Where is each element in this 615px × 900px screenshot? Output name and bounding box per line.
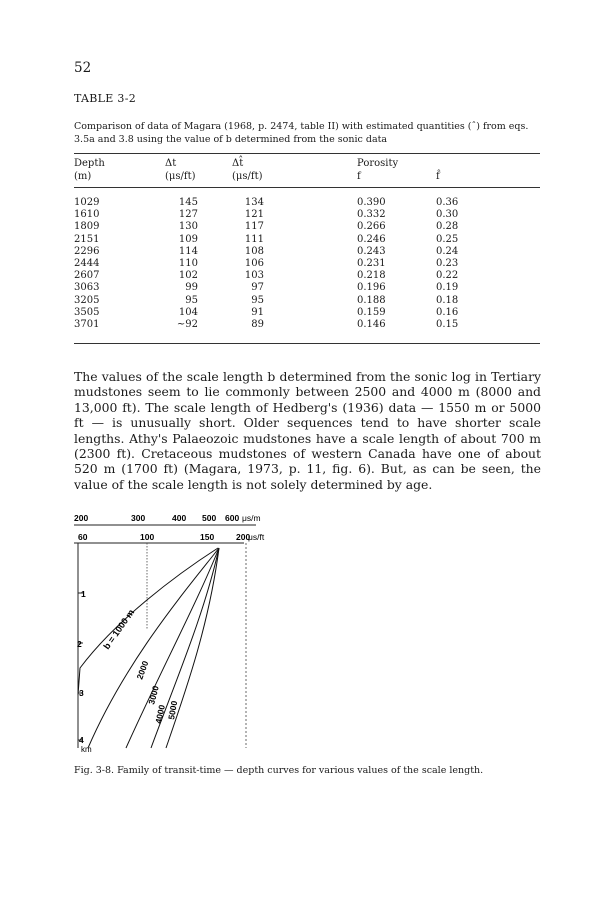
depth-unit: km bbox=[81, 745, 92, 754]
curve-label-5000: 5000 bbox=[166, 699, 180, 721]
cell-dt: 99 bbox=[185, 282, 198, 294]
cell-depth: 1610 bbox=[74, 209, 100, 221]
figure-svg bbox=[66, 510, 306, 755]
top-tick-label: 600 bbox=[225, 513, 240, 523]
cell-dt-hat: 121 bbox=[244, 209, 264, 221]
table-bottom-rule bbox=[74, 343, 540, 344]
cell-depth: 1809 bbox=[74, 221, 100, 233]
figure-caption: Fig. 3-8. Family of transit-time — depth curves for various values of the scale length. bbox=[74, 765, 484, 776]
top-axis-unit: μs/m bbox=[242, 513, 261, 523]
table-top-rule bbox=[74, 153, 540, 154]
cell-porosity: 0.332 bbox=[357, 209, 386, 221]
table-row bbox=[74, 307, 540, 319]
curve-label-3000: 3000 bbox=[146, 684, 161, 706]
cell-porosity: 0.266 bbox=[357, 221, 386, 233]
cell-dt: 114 bbox=[178, 245, 198, 257]
cell-dt-hat: 91 bbox=[251, 306, 264, 318]
cell-dt-hat: 111 bbox=[244, 233, 264, 245]
cell-dt: ~92 bbox=[176, 318, 198, 330]
table-row bbox=[74, 282, 540, 294]
cell-dt-hat: 89 bbox=[251, 318, 264, 330]
table-row bbox=[74, 295, 540, 307]
cell-dt: 145 bbox=[178, 197, 198, 208]
cell-depth: 2296 bbox=[74, 245, 100, 257]
second-axis-unit: μs/ft bbox=[248, 532, 265, 542]
cell-f-hat: 0.22 bbox=[436, 270, 459, 282]
second-tick-label: 150 bbox=[200, 532, 215, 542]
curve-label-2000: 2000 bbox=[134, 659, 151, 681]
cell-f-hat: 0.25 bbox=[436, 233, 459, 245]
second-tick-label: 100 bbox=[140, 532, 155, 542]
table-row bbox=[74, 270, 540, 282]
cell-porosity: 0.218 bbox=[357, 270, 386, 282]
cell-dt: 102 bbox=[178, 270, 198, 282]
table-row bbox=[74, 258, 540, 270]
cell-depth: 2607 bbox=[74, 270, 100, 282]
cell-dt-hat: 117 bbox=[244, 221, 264, 233]
transit-time-depth-figure bbox=[66, 510, 306, 759]
header-porosity: Porosity f bbox=[357, 158, 399, 182]
cell-f-hat: 0.30 bbox=[436, 209, 459, 221]
cell-dt-hat: 103 bbox=[244, 270, 264, 282]
top-tick-label: 300 bbox=[131, 513, 146, 523]
cell-porosity: 0.246 bbox=[357, 233, 386, 245]
cell-f-hat: 0.23 bbox=[436, 257, 459, 269]
cell-dt: 127 bbox=[178, 209, 198, 221]
cell-dt: 95 bbox=[185, 294, 198, 306]
top-tick-label: 200 bbox=[74, 513, 89, 523]
body-paragraph: The values of the scale length b determined from the sonic log in Tertiary mudstones seem to lie commonly between 2500 and 4000 m (8000 and 13,000 ft). The scale length of Hedberg's (1936) data — 1550 m or 5000 ft — is unusually short. Older sequences tend to have shorter scale lengths. Athy's Palaeozoic mudstones have a scale length of about 700 m (2300 ft). Cretaceous mudstones of western Canada have one of about 520 m (1700 ft) (Magara, 1973, p. 11, fig. 6). But, as can be seen, the value of the scale length is not solely determined by age. bbox=[74, 369, 541, 492]
table-row bbox=[74, 197, 540, 209]
cell-dt: 110 bbox=[178, 257, 198, 269]
depth-tick-label: 4 bbox=[79, 735, 84, 745]
cell-f-hat: 0.28 bbox=[436, 221, 459, 233]
table-caption: Comparison of data of Magara (1968, p. 2474, table II) with estimated quantities (ˆ) from eqs. 3.5a and 3.8 using the value of b determined from the sonic data bbox=[74, 121, 529, 145]
top-tick-label: 400 bbox=[172, 513, 187, 523]
cell-f-hat: 0.15 bbox=[436, 318, 459, 330]
table-header-rule bbox=[74, 187, 540, 188]
cell-porosity: 0.146 bbox=[357, 318, 386, 330]
cell-dt-hat: 106 bbox=[244, 257, 264, 269]
cell-porosity: 0.231 bbox=[357, 257, 386, 269]
cell-f-hat: 0.19 bbox=[436, 282, 459, 294]
header-dt-hat: Δt̂ (μs/ft) bbox=[232, 158, 263, 182]
cell-porosity: 0.159 bbox=[357, 306, 386, 318]
cell-dt: 130 bbox=[178, 221, 198, 233]
cell-f-hat: 0.16 bbox=[436, 306, 459, 318]
table-row bbox=[74, 319, 540, 331]
cell-porosity: 0.243 bbox=[357, 245, 386, 257]
cell-depth: 2444 bbox=[74, 257, 100, 269]
cell-f-hat: 0.36 bbox=[436, 197, 459, 208]
table-row bbox=[74, 246, 540, 258]
curve-b-1000 bbox=[78, 548, 218, 695]
depth-tick-label: 3 bbox=[79, 688, 84, 698]
cell-f-hat: 0.18 bbox=[436, 294, 459, 306]
cell-porosity: 0.390 bbox=[357, 197, 386, 208]
cell-dt-hat: 95 bbox=[251, 294, 264, 306]
cell-dt: 104 bbox=[178, 306, 198, 318]
table-row bbox=[74, 221, 540, 233]
depth-tick-label: 2 bbox=[77, 639, 82, 649]
cell-porosity: 0.196 bbox=[357, 282, 386, 294]
table-label: TABLE 3-2 bbox=[74, 92, 137, 105]
cell-depth: 3205 bbox=[74, 294, 100, 306]
cell-dt-hat: 97 bbox=[251, 282, 264, 294]
second-tick-label: 60 bbox=[78, 532, 88, 542]
cell-depth: 2151 bbox=[74, 233, 100, 245]
header-dt: Δt (μs/ft) bbox=[165, 158, 196, 182]
table-row bbox=[74, 209, 540, 221]
depth-tick-label: 1 bbox=[81, 589, 86, 599]
curve-label-b: b = 1000 m bbox=[101, 607, 137, 652]
cell-dt-hat: 108 bbox=[244, 245, 264, 257]
cell-dt: 109 bbox=[178, 233, 198, 245]
curve-label-4000: 4000 bbox=[153, 703, 167, 725]
table-body bbox=[74, 197, 540, 331]
cell-porosity: 0.188 bbox=[357, 294, 386, 306]
cell-f-hat: 0.24 bbox=[436, 245, 459, 257]
cell-depth: 3505 bbox=[74, 306, 100, 318]
cell-depth: 3701 bbox=[74, 318, 100, 330]
header-f-hat: f̂ bbox=[436, 171, 440, 182]
header-depth: Depth (m) bbox=[74, 158, 105, 182]
cell-depth: 3063 bbox=[74, 282, 100, 294]
second-tick-label: 200 bbox=[236, 532, 251, 542]
cell-dt-hat: 134 bbox=[244, 197, 264, 208]
table-row bbox=[74, 234, 540, 246]
page-number: 52 bbox=[74, 60, 92, 76]
cell-depth: 1029 bbox=[74, 197, 100, 208]
top-tick-label: 500 bbox=[202, 513, 217, 523]
